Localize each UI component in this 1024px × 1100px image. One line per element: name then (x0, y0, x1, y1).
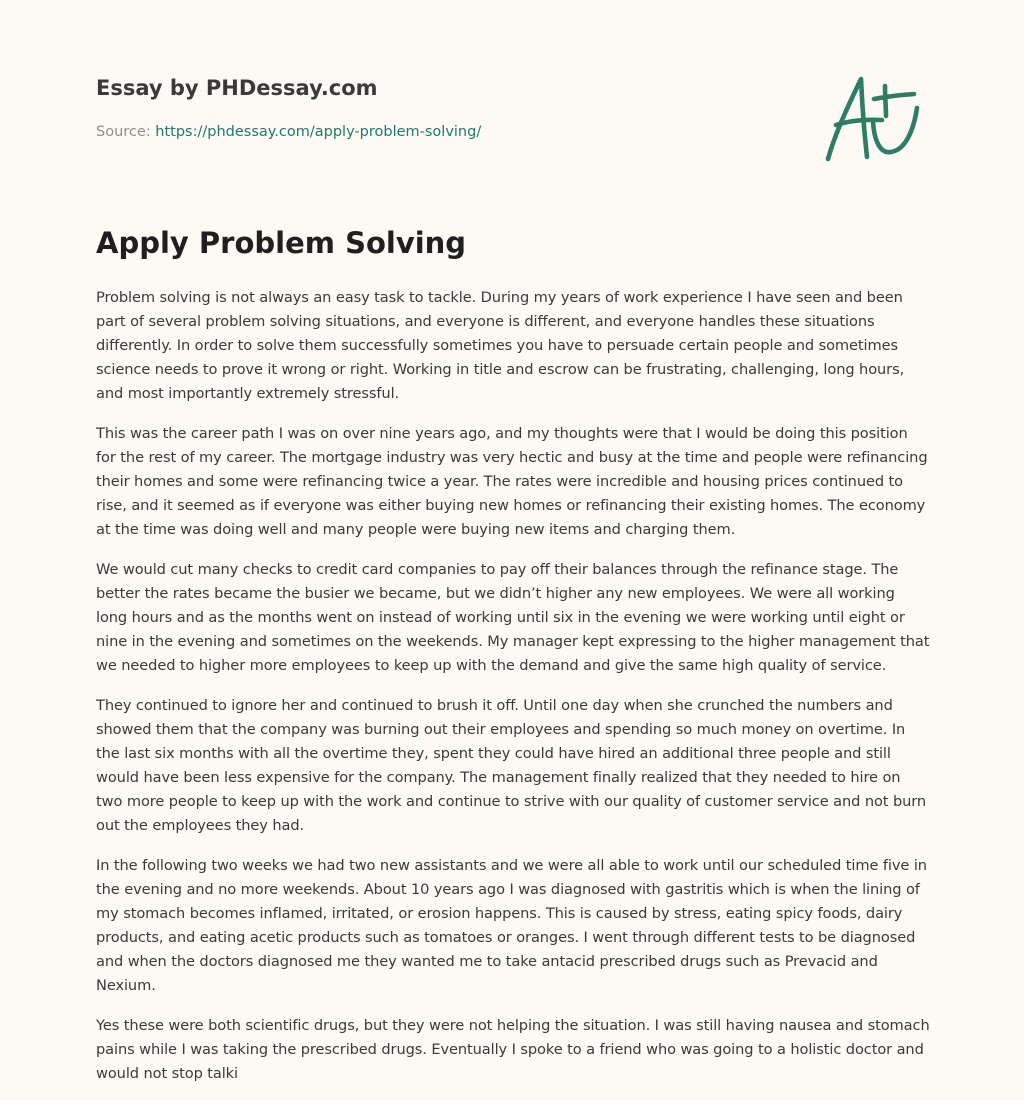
page-header (96, 0, 928, 200)
a-plus-logo-icon (822, 68, 926, 164)
essay-paragraph: They continued to ignore her and continued to brush it off. Until one day when she crunched the numbers and showed them that the company was burning out their employees and spending so much money on overtime. In the last six months with all the overtime they, spent they could have hired an additional three people and still would have been less expensive for the company. The management finally realized that they needed to hire on two more people to keep up with the work and continue to strive with our quality of customer service and not burn out the employees they had. (96, 697, 927, 834)
essay-paragraph: In the following two weeks we had two new assistants and we were all able to work until our scheduled time five in the evening and no more weekends. About 10 years ago I was diagnosed with gastritis which is when the lining of my stomach becomes inflamed, irritated, or erosion happens. This is caused by stress, eating spicy foods, dairy products, and eating acetic products such as tomatoes or oranges. I went through different tests to be diagnosed and when the doctors diagnosed me they wanted me to take antacid prescribed drugs such as Prevacid and Nexium. (96, 857, 927, 994)
source-label: Source: (96, 124, 156, 140)
brand-title: Essay by PHDessay.com (96, 76, 378, 100)
source-line (96, 124, 481, 140)
source-link[interactable]: https://phdessay.com/apply-problem-solving/ (155, 124, 482, 140)
essay-paragraph: We would cut many checks to credit card companies to pay off their balances through the refinance stage. The better the rates became the busier we became, but we didn’t higher any new employees. We were all working long hours and as the months went on instead of working until six in the evening we were working until eight or nine in the evening and sometimes on the weekends. My manager kept expressing to the higher management that we needed to higher more employees to keep up with the demand and give the same high quality of service. (96, 561, 930, 674)
essay-body (96, 286, 930, 1096)
essay-paragraph: This was the career path I was on over nine years ago, and my thoughts were that I would be doing this position for the rest of my career. The mortgage industry was very hectic and busy at the time and people were refinancing their homes and some were refinancing twice a year. The rates were incredible and housing prices continued to rise, and it seemed as if everyone was either buying new homes or refinancing their existing homes. The economy at the time was doing well and many people were buying new items and charging them. (96, 425, 928, 538)
essay-paragraph: Problem solving is not always an easy task to tackle. During my years of work experience I have seen and been part of several problem solving situations, and everyone is different, and everyone handles these situations differently. In order to solve them successfully sometimes you have to persuade certain people and sometimes science needs to prove it wrong or right. Working in title and escrow can be frustrating, challenging, long hours, and most importantly extremely stressful. (96, 289, 905, 402)
essay-title: Apply Problem Solving (96, 226, 467, 260)
essay-paragraph: Yes these were both scientific drugs, but they were not helping the situation. I was still having nausea and stomach pains while I was taking the prescribed drugs. Eventually I spoke to a friend who was going to a holistic doctor and would not stop talki (96, 1017, 930, 1082)
